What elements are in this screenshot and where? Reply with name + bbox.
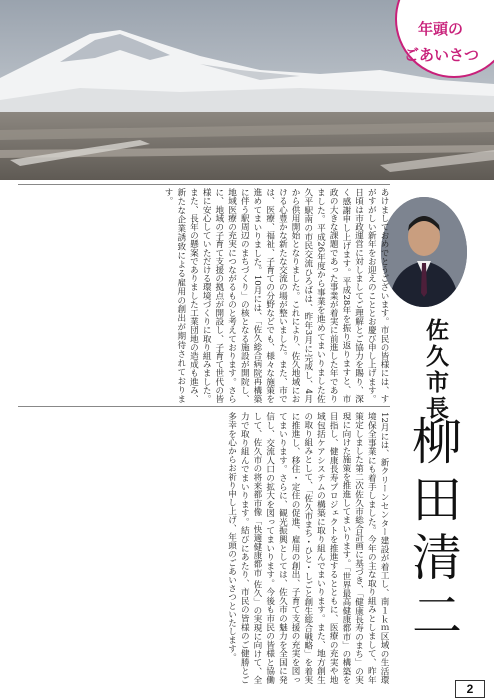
column-divider bbox=[18, 406, 390, 407]
portrait-image bbox=[381, 197, 467, 307]
greeting-title-line2: ごあいさつ bbox=[404, 46, 480, 64]
author-affiliation: 佐久市長 bbox=[422, 318, 449, 422]
author-name: 柳田清二 bbox=[404, 415, 462, 647]
greeting-body-lower bbox=[18, 412, 390, 684]
mayor-portrait bbox=[381, 197, 467, 307]
body-paragraph: 12月には、新クリーンセンター建設が着工し、南１ｋｍ区域の生活環境保全事業にも着手しました。今年の主な取り組みとしまして、昨年策定しました第二次佐久市総合計画に基づき、「健康長寿のまち」の実現に向けた施策を推進してまいります。「世界最高健康都市」の構築を目指し、健康長寿プロジェクトを推進するとともに、医療の充実や地域包括ケアシステムの構築に取り組んでまいります。また、地方創生の取り組みとして、「佐久市まち・ひと・しごと創生総合戦略」を着実に推進し、移住・定住の促進、雇用の創出、子育て支援の充実を図ってまいります。さらに、観光振興としては、佐久市の魅力を全国に発信し、交流人口の拡大を図ってまいります。今後も市民の皆様と協働して、佐久市の将来都市像「快適健康都市 佐久」の実現に向けて、全力で取り組んでまいります。結びにあたり、市民の皆様のご健勝とご多幸を心からお祈り申し上げ、年頭のごあいさつといたします。 bbox=[226, 412, 389, 684]
greeting-body-upper bbox=[18, 188, 390, 403]
greeting-title-line1: 年頭の bbox=[418, 20, 464, 38]
body-paragraph: あけましておめでとうございます。市民の皆様には、すがすがしい新年をお迎えのこととお慶び申し上げます。日頃は市政運営に対しましてご理解とご協力を賜り、深く感謝申し上げます。平成28年を振り返りますと、市政の大きな課題であった事業が着実に前進した年でありました。平成26年度から事業を進めてまいりました佐久平駅南の市民交流ひろばは、昨年3月に完成し、4月から供用開始となりました。これにより、佐久地域における心豊かな新たな交流の場が整いました。また、市では、医療、福祉、子育ての分野などでも、様々な施策を進めてまいりました。10月には、「佐久総合病院再構築に伴う駅周辺のまちづくり」の核となる施設が開院し、地域医療の充実につながるものと考えております。さらに、地域の子育て支援の拠点が開設し、子育て世代の皆様に安心していただける環境づくりに取り組みました。また、長年の懸案でありました工業団地の造成も進み、新たな企業誘致による雇用の創出が期待されております。 bbox=[163, 188, 389, 403]
page-number: 2 bbox=[455, 680, 485, 698]
column-divider bbox=[18, 184, 390, 185]
